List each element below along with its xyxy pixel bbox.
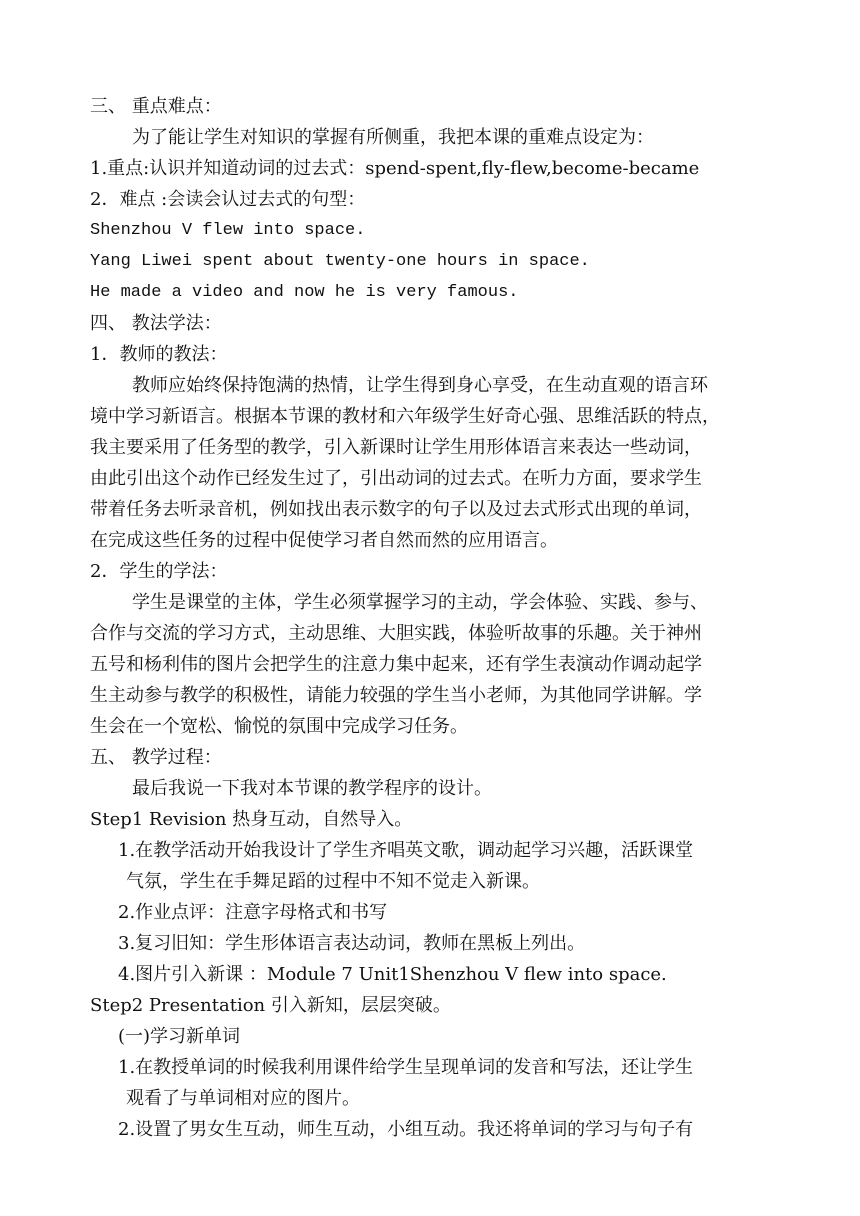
list-item: 2.设置了男女生互动，师生互动，小组互动。我还将单词的学习与句子有	[118, 1119, 694, 1140]
paragraph-line: 生会在一个宽松、愉悦的氛围中完成学习任务。	[90, 716, 468, 737]
list-item-continuation: 观看了与单词相对应的图片。	[126, 1088, 360, 1109]
paragraph-line: 我主要采用了任务型的教学，引入新课时让学生用形体语言来表达一些动词，	[90, 437, 702, 458]
subheading-new-words: (一)学习新单词	[118, 1026, 241, 1047]
key-point-line: 1.重点:认识并知道动词的过去式：spend-spent,fly-flew,become-became	[90, 158, 700, 179]
paragraph-line: 在完成这些任务的过程中促使学习者自然而然的应用语言。	[90, 530, 558, 551]
paragraph-line: 为了能让学生对知识的掌握有所侧重，我把本课的重难点设定为：	[132, 127, 654, 148]
step2-heading: Step2 Presentation 引入新知，层层突破。	[90, 995, 451, 1016]
difficult-point-line: 2．难点 :会读会认过去式的句型：	[90, 189, 366, 210]
list-item: 3.复习旧知：学生形体语言表达动词，教师在黑板上列出。	[118, 933, 586, 954]
list-item-continuation: 气氛，学生在手舞足蹈的过程中不知不觉走入新课。	[126, 871, 540, 892]
section-heading-key-points: 三、 重点难点：	[90, 96, 222, 117]
paragraph-line: 最后我说一下我对本节课的教学程序的设计。	[132, 778, 492, 799]
section-heading-methods: 四、 教法学法：	[90, 313, 222, 334]
paragraph-line: 合作与交流的学习方式，主动思维、大胆实践，体验听故事的乐趣。关于神州	[90, 623, 702, 644]
example-sentence: He made a video and now he is very famous.	[90, 283, 519, 302]
step1-heading: Step1 Revision 热身互动，自然导入。	[90, 809, 413, 830]
subheading-student-method: 2．学生的学法：	[90, 561, 228, 582]
paragraph-line: 学生是课堂的主体，学生必须掌握学习的主动，学会体验、实践、参与、	[132, 592, 708, 613]
paragraph-line: 带着任务去听录音机，例如找出表示数字的句子以及过去式形式出现的单词，	[90, 499, 702, 520]
list-item: 2.作业点评：注意字母格式和书写	[118, 902, 388, 923]
paragraph-line: 教师应始终保持饱满的热情，让学生得到身心享受，在生动直观的语言环	[132, 375, 708, 396]
list-item: 4.图片引入新课 ：Module 7 Unit1Shenzhou V flew into space.	[118, 964, 667, 985]
example-sentence: Shenzhou V flew into space.	[90, 221, 366, 240]
paragraph-line: 五号和杨利伟的图片会把学生的注意力集中起来，还有学生表演动作调动起学	[90, 654, 702, 675]
list-item: 1.在教授单词的时候我利用课件给学生呈现单词的发音和写法，还让学生	[118, 1057, 694, 1078]
list-item: 1.在教学活动开始我设计了学生齐唱英文歌，调动起学习兴趣，活跃课堂	[118, 840, 694, 861]
paragraph-line: 生主动参与教学的积极性，请能力较强的学生当小老师，为其他同学讲解。学	[90, 685, 702, 706]
example-sentence: Yang Liwei spent about twenty-one hours in space.	[90, 252, 590, 271]
paragraph-line: 境中学习新语言。根据本节课的教材和六年级学生好奇心强、思维活跃的特点，	[90, 406, 720, 427]
subheading-teacher-method: 1．教师的教法：	[90, 344, 228, 365]
paragraph-line: 由此引出这个动作已经发生过了，引出动词的过去式。在听力方面，要求学生	[90, 468, 702, 489]
section-heading-process: 五、 教学过程：	[90, 747, 222, 768]
